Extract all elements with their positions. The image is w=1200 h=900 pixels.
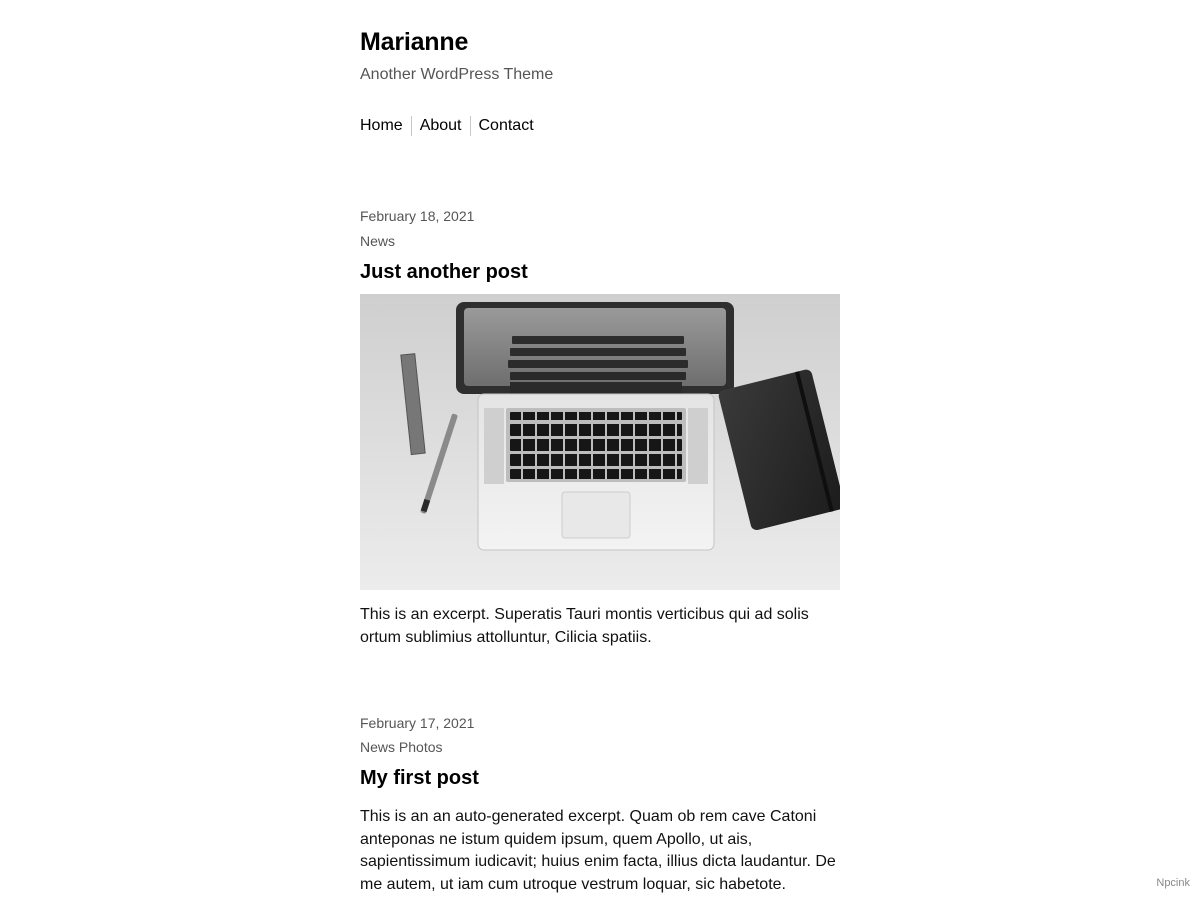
post-date[interactable]: February 17, 2021 <box>360 715 475 731</box>
category-link[interactable]: Photos <box>398 739 443 755</box>
post-card <box>360 207 840 649</box>
nav-divider <box>470 116 471 136</box>
nav-item-home[interactable]: Home <box>360 117 403 134</box>
trackpad <box>562 492 630 538</box>
footer-credit[interactable]: Npcink <box>1156 877 1190 889</box>
site-title[interactable]: Marianne <box>360 28 469 56</box>
speaker-right <box>688 408 708 484</box>
post-excerpt: This is an an auto-generated excerpt. Quam ob rem cave Catoni anteponas ne istum quidem ipsum, quem Apollo, ut ais, sapientissimum iudicavit; huius enim facta, illius dicta laudantur. De me autem, ut iam cum utroque vestrum loquar, sic habetote. <box>360 808 836 893</box>
post-excerpt: This is an excerpt. Superatis Tauri montis verticibus qui ad solis ortum sublimius attolluntur, Cilicia spatiis. <box>360 606 809 646</box>
category-link[interactable]: News <box>360 233 396 249</box>
post-categories <box>360 232 840 250</box>
post-featured-image[interactable] <box>360 294 840 590</box>
speaker-left <box>484 408 504 484</box>
nav-divider <box>411 116 412 136</box>
main-navigation <box>360 115 534 137</box>
post-card <box>360 714 840 896</box>
nav-item-contact[interactable]: Contact <box>478 117 534 134</box>
post-date[interactable]: February 18, 2021 <box>360 208 475 224</box>
nav-item-about[interactable]: About <box>419 117 462 134</box>
category-link[interactable]: News <box>360 739 396 755</box>
post-title[interactable]: My first post <box>360 767 479 789</box>
post-title[interactable]: Just another post <box>360 261 528 283</box>
post-categories <box>360 738 840 756</box>
site-tagline: Another WordPress Theme <box>360 66 554 83</box>
